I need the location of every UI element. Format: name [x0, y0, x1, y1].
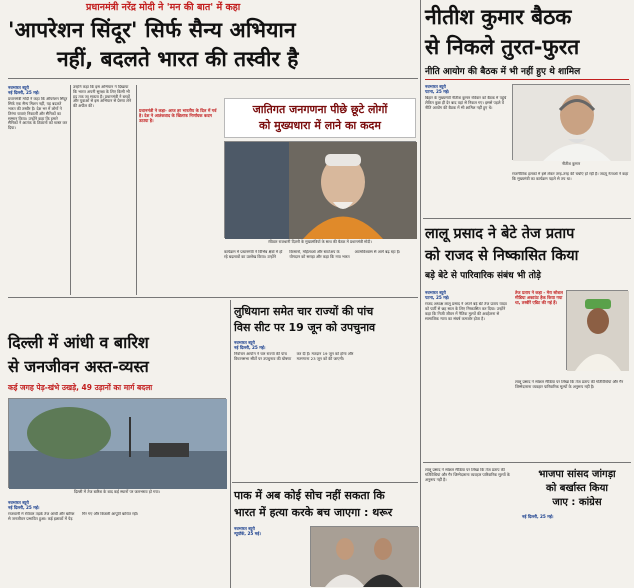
- nitish-subhead: नीति आयोग की बैठक में भी नहीं हुए थे शामिल: [425, 66, 629, 80]
- lead-col-divider-1: [70, 85, 71, 295]
- lead-headline-2: नहीं, बदलते भारत की तस्वीर है: [57, 47, 299, 71]
- lalu-quote-text: तेज प्रताप ने कहा - मेरा सोशल मीडिया अकाउंट हैक किया गया था, तस्वीरें एडिट की गई हैं।: [515, 290, 563, 306]
- lead-callout-2: को मुख्यधारा में लाने का कदम: [259, 119, 381, 132]
- lead-headline-1: 'आपरेशन सिंदूर' सिर्फ सैन्य अभियान: [8, 18, 296, 42]
- modi-photo-illustration: [225, 142, 417, 239]
- bjp-byline: नई दिल्ली, 25 मई।: [522, 514, 554, 519]
- delhi-caption: दिल्ली में तेज बारिश के बाद कई स्थानों पर जलभराव हो गया।: [73, 489, 161, 494]
- lalu-headline-2: को राजद से निष्कासित किया: [425, 248, 579, 264]
- lead-callout-1: जातिगत जनगणना पीछे छूटे लोगों: [252, 103, 388, 116]
- lead-rule: [8, 78, 418, 79]
- lead-right-text: कार्यक्रम में प्रधानमंत्री ने विभिन्न क्षेत्रों में हो रहे बदलावों का उल्लेख किया। उन्होंने किसानों, महिलाओं और स्टार्टअप के योगदान को सराहा और कहा कि नया भारत आत्मविश्वास से आगे बढ़ रहा है।: [224, 250, 401, 259]
- nitish-body-2: राजनीतिक हलकों में इसे लेकर तरह-तरह की चर्चाएं हो रही हैं। जदयू नेताओं ने कहा कि मुख्यमंत्री का कार्यक्रम पहले से तय था।: [512, 172, 629, 181]
- lalu-bottom-rule: [423, 462, 631, 463]
- lead-right-column: [224, 250, 416, 295]
- right-column-divider: [420, 0, 421, 588]
- bjp-left-text: लालू प्रसाद ने सोशल मीडिया पर लिखा कि तेज प्रताप की गतिविधियां और गैर जिम्मेदाराना व्यवहार पारिवारिक मूल्यों के अनुरूप नहीं है।: [425, 468, 510, 482]
- nitish-date: पटना, 25 मई।: [425, 89, 450, 95]
- lalu-subhead: बड़े बेटे से पारिवारिक संबंध भी तोड़े: [425, 271, 541, 281]
- tej-pratap-illustration: [567, 291, 629, 371]
- delhi-photo-illustration: [9, 399, 227, 489]
- nitish-photo: [512, 84, 630, 160]
- lead-highlight: [139, 108, 219, 244]
- bjp-headline-1: भाजपा सांसद जांगड़ा: [538, 469, 616, 480]
- bjp-headline-3: जाए : कांग्रेस: [552, 497, 602, 508]
- top-strip: प्रधानमंत्री नरेंद्र मोदी ने 'मन की बात' में कहा: [86, 2, 241, 13]
- tharoor-date: न्यूयॉर्क, 25 मई।: [234, 531, 261, 537]
- lalu-left-col: [425, 290, 511, 460]
- lead-byline: नवभारत ब्यूरो: [8, 85, 29, 90]
- lead-date: नई दिल्ली, 25 मई।: [8, 90, 40, 96]
- lalu-body: राजद अध्यक्ष लालू प्रसाद ने अपने बड़े बेटे तेज प्रताप यादव को पार्टी से छह साल के लिए निष्कासित कर दिया। उन्होंने कहा कि निजी जीवन में नैतिक मूल्यों की अवहेलना से सामाजिक न्याय का संघर्ष कमजोर होता है।: [425, 302, 507, 321]
- nitish-headline-2: से निकले तुरत-फुरत: [425, 35, 580, 59]
- delhi-body-block: [8, 500, 226, 584]
- nitish-left-col: [425, 84, 507, 184]
- lead-highlight-text: प्रधानमंत्री ने कहा- आज हर भारतीय के दिल में गर्व है। देश ने आतंकवाद के खिलाफ निर्णायक कदम उठाया है।: [139, 108, 217, 124]
- nitish-headline-1: नीतीश कुमार बैठक: [425, 5, 572, 29]
- delhi-date: नई दिल्ली, 25 मई।: [8, 505, 40, 511]
- tharoor-headline-2: भारत में हत्या करके बच जाएगा : थरूर: [234, 506, 393, 519]
- lead-left-text: प्रधानमंत्री मोदी ने कहा कि ऑपरेशन सिंदूर सिर्फ एक सैन्य मिशन नहीं, यह बदलते भारत की तस्वीर है। देश भर में लोगों ने तिरंगा यात्राएं निकालीं और सैनिकों का सम्मान किया। उन्होंने कहा कि हमारे सैनिकों ने आतंक के ठिकानों को ध्वस्त कर दिया।: [8, 97, 68, 131]
- tharoor-photo: [310, 526, 418, 586]
- tharoor-headline-1: पाक में अब कोई सोच नहीं सकता कि: [234, 489, 385, 502]
- nitish-byline: नवभारत ब्यूरो: [425, 84, 446, 89]
- nitish-bottom-rule: [423, 218, 631, 219]
- lead-bottom-rule: [8, 297, 418, 298]
- modi-photo: [224, 141, 416, 238]
- lead-callout: [224, 98, 416, 138]
- bjp-headline-2: को बर्खास्त किया: [546, 483, 608, 494]
- nitish-body: बिहार के मुख्यमंत्री नीतीश कुमार रविवार को बैठक में पहुंचे लेकिन कुछ ही देर बाद वहां से निकल गए। इससे पहले वे नीति आयोग की बैठक में भी शामिल नहीं हुए थे।: [425, 96, 507, 110]
- delhi-headline-1: दिल्ली में आंधी व बारिश: [8, 333, 149, 352]
- lead-left-column: [8, 85, 68, 295]
- bypoll-bottom-rule: [232, 482, 418, 483]
- lead-col-divider-2: [136, 85, 137, 295]
- delhi-body: राजधानी में रविवार तड़के तेज आंधी और बारिश से जनजीवन प्रभावित हुआ। कई इलाकों में पेड़ गिर गए और बिजली आपूर्ति बाधित रही।: [8, 512, 139, 522]
- lalu-body-2: लालू प्रसाद ने सोशल मीडिया पर लिखा कि तेज प्रताप की गतिविधियां और गैर जिम्मेदाराना व्यवहार पारिवारिक मूल्यों के अनुरूप नहीं है।: [515, 380, 624, 389]
- tharoor-byline: नवभारत ब्यूरो: [234, 526, 255, 531]
- tej-pratap-photo: [566, 290, 628, 370]
- tharoor-photo-illustration: [311, 527, 419, 587]
- bypoll-headline-1: लुधियाना समेत चार राज्यों की पांच: [234, 305, 374, 318]
- mid-divider: [230, 300, 231, 588]
- lead-mid-text: उन्होंने कहा कि इस अभियान ने दिखाया कि भारत अपनी सुरक्षा के लिए किसी भी हद तक जा सकता है। प्रधानमंत्री ने बच्चों और युवाओं से इस अभियान से प्रेरणा लेने की अपील की।: [73, 85, 131, 109]
- nitish-caption: नीतीश कुमार: [561, 161, 581, 166]
- bypoll-body: निर्वाचन आयोग ने चार राज्यों की पांच विधानसभा सीटों पर उपचुनाव की घोषणा कर दी है। मतदान 19 जून को होगा और मतगणना 23 जून को की जाएगी।: [234, 352, 354, 362]
- lalu-byline: नवभारत ब्यूरो: [425, 290, 446, 295]
- tharoor-byline-block: [234, 526, 304, 586]
- lalu-date: पटना, 25 मई।: [425, 295, 450, 301]
- delhi-headline-2: से जनजीवन अस्त-व्यस्त: [8, 357, 149, 376]
- lalu-quote: [515, 290, 563, 376]
- bypoll-body-block: [234, 340, 418, 478]
- delhi-subhead: कई जगह पेड़-खंभे उखड़े, 49 उड़ानों का मार्ग बदला: [8, 383, 153, 392]
- lalu-headline-1: लालू प्रसाद ने बेटे तेज प्रताप: [425, 226, 575, 242]
- bypoll-headline-2: विस सीट पर 19 जून को उपचुनाव: [234, 321, 376, 334]
- nitish-photo-illustration: [513, 85, 631, 161]
- lead-caption: रविवार राजधानी दिल्ली के मुख्यमंत्रियों के साथ की बैठक में प्रधानमंत्री मोदी।: [268, 239, 372, 244]
- bypoll-date: नई दिल्ली, 25 मई।: [234, 345, 266, 351]
- lead-mid-column: [73, 85, 133, 295]
- bypoll-byline: नवभारत ब्यूरो: [234, 340, 255, 345]
- delhi-photo: [8, 398, 226, 488]
- bjp-body-left: [425, 468, 517, 584]
- delhi-byline: नवभारत ब्यूरो: [8, 500, 29, 505]
